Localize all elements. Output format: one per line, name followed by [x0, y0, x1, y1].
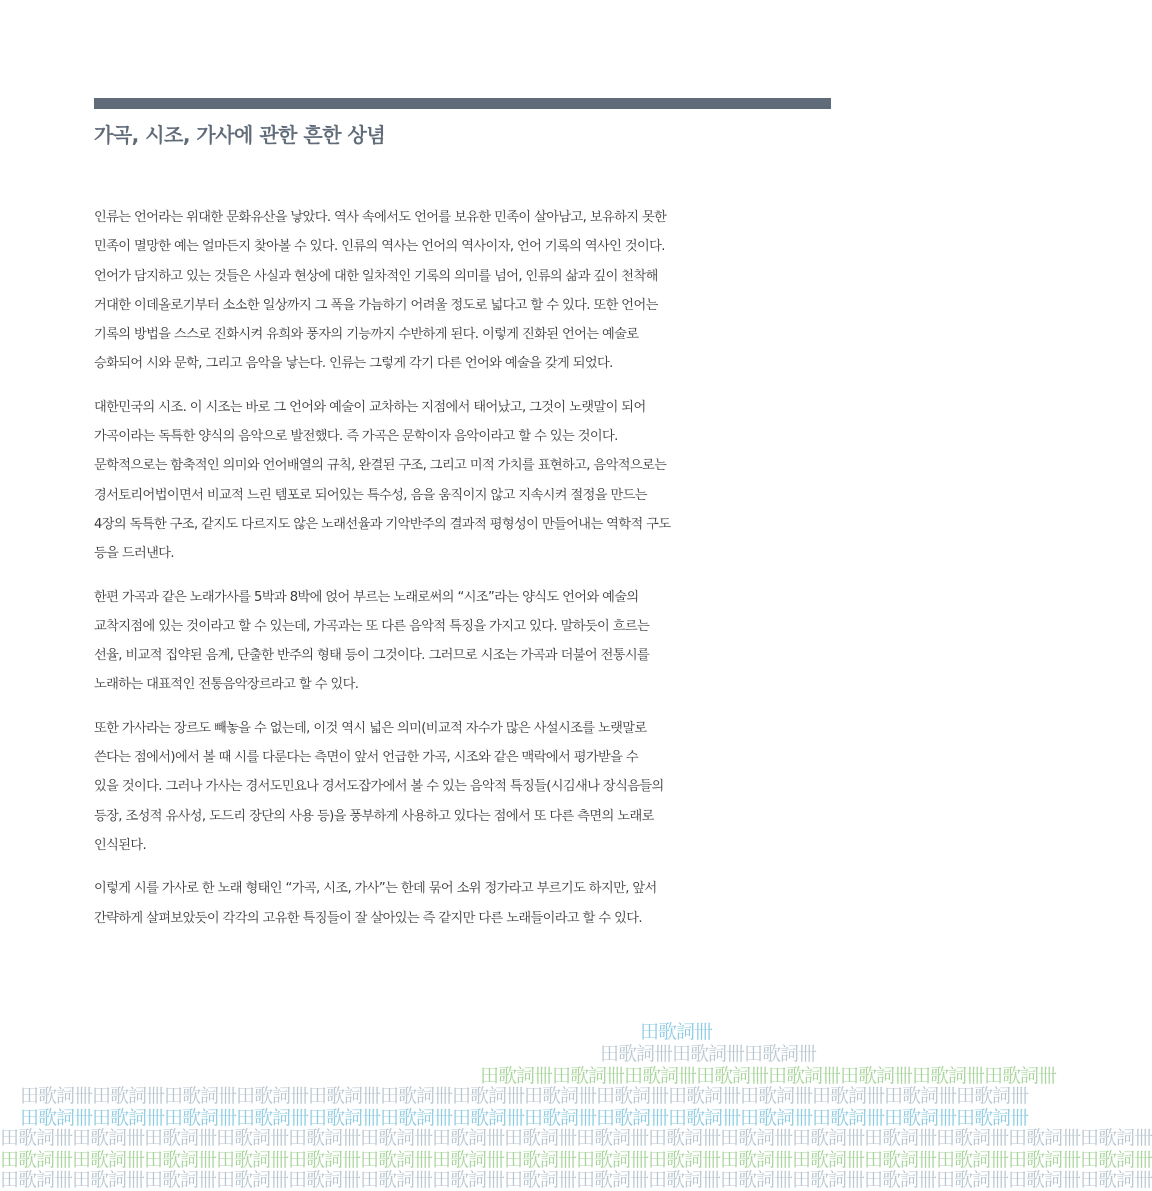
text-line: 승화되어 시와 문학, 그리고 음악을 낳는다. 인류는 그렇게 각기 다른 언어와 예술을 갖게 되었다.: [94, 356, 613, 372]
text-line: 등장, 조성적 유사성, 도드리 장단의 사용 등)을 풍부하게 사용하고 있다는 점에서 또 다른 측면의 노래로: [94, 808, 654, 824]
section-header-bar: [94, 98, 831, 109]
paragraph: [94, 714, 724, 860]
pattern-row: 田歌詞卌田歌詞卌田歌詞卌田歌詞卌田歌詞卌田歌詞卌田歌詞卌田歌詞卌田歌詞卌田歌詞卌田歌詞卌田歌詞卌田歌詞卌田歌詞卌田歌詞卌田歌詞卌: [0, 1127, 1152, 1149]
text-line: 선율, 비교적 집약된 음계, 단출한 반주의 형태 등이 그것이다. 그러므로 시조는 가곡과 더불어 전통시를: [94, 648, 650, 664]
text-line: 한편 가곡과 같은 노래가사를 5박과 8박에 얹어 부르는 노래로써의 “시조”라는 양식도 언어와 예술의: [94, 589, 639, 605]
paragraph: [94, 874, 724, 933]
text-line: 대한민국의 시조. 이 시조는 바로 그 언어와 예술이 교차하는 지점에서 태어났고, 그것이 노랫말이 되어: [94, 399, 646, 415]
text-line: 가곡이라는 독특한 양식의 음악으로 발전했다. 즉 가곡은 문학이자 음악이라고 할 수 있는 것이다.: [94, 429, 618, 445]
paragraph: [94, 203, 724, 379]
pattern-row: 田歌詞卌田歌詞卌田歌詞卌田歌詞卌田歌詞卌田歌詞卌田歌詞卌田歌詞卌田歌詞卌田歌詞卌田歌詞卌田歌詞卌田歌詞卌田歌詞卌田歌詞卌田歌詞卌: [0, 1149, 1152, 1171]
text-line: 교착지점에 있는 것이라고 할 수 있는데, 가곡과는 또 다른 음악적 특징을 가지고 있다. 말하듯이 흐르는: [94, 618, 650, 634]
text-line: 민족이 멸망한 예는 얼마든지 찾아볼 수 있다. 인류의 역사는 언어의 역사이자, 언어 기록의 역사인 것이다.: [94, 239, 665, 255]
text-line: 기록의 방법을 스스로 진화시켜 유희와 풍자의 기능까지 수반하게 된다. 이렇게 진화된 언어는 예술로: [94, 327, 639, 343]
text-line: 간략하게 살펴보았듯이 각각의 고유한 특징들이 잘 살아있는 즉 같지만 다른 노래들이라고 할 수 있다.: [94, 910, 642, 926]
text-line: 인식된다.: [94, 837, 147, 853]
pattern-row: 田歌詞卌田歌詞卌田歌詞卌田歌詞卌田歌詞卌田歌詞卌田歌詞卌田歌詞卌: [480, 1065, 1057, 1087]
pattern-row: 田歌詞卌田歌詞卌田歌詞卌: [600, 1043, 817, 1065]
text-line: 경서토리어법이면서 비교적 느린 템포로 되어있는 특수성, 음을 움직이지 않고 지속시켜 절정을 만드는: [94, 487, 647, 503]
paragraph: [94, 583, 724, 700]
pattern-row: 田歌詞卌田歌詞卌田歌詞卌田歌詞卌田歌詞卌田歌詞卌田歌詞卌田歌詞卌田歌詞卌田歌詞卌田歌詞卌田歌詞卌田歌詞卌田歌詞卌田歌詞卌田歌詞卌: [0, 1169, 1152, 1191]
text-line: 노래하는 대표적인 전통음악장르라고 할 수 있다.: [94, 677, 359, 693]
text-line: 등을 드러낸다.: [94, 546, 175, 562]
text-line: 있을 것이다. 그러나 가사는 경서도민요나 경서도잡가에서 볼 수 있는 음악적 특징들(시김새나 장식음들의: [94, 779, 664, 795]
text-line: 쓴다는 점에서)에서 볼 때 시를 다룬다는 측면이 앞서 언급한 가곡, 시조와 같은 맥락에서 평가받을 수: [94, 750, 638, 766]
text-line: 언어가 담지하고 있는 것들은 사실과 현상에 대한 일차적인 기록의 의미를 넘어, 인류의 삶과 깊이 천착해: [94, 268, 658, 284]
paragraph: [94, 393, 724, 569]
section-title: 가곡, 시조, 가사에 관한 흔한 상념: [94, 123, 386, 147]
text-line: 문학적으로는 함축적인 의미와 언어배열의 규칙, 완결된 구조, 그리고 미적 가치를 표현하고, 음악적으로는: [94, 458, 667, 474]
text-line: 4장의 독특한 구조, 같지도 다르지도 않은 노래선율과 기악반주의 결과적 평형성이 만들어내는 역학적 구도: [94, 516, 671, 532]
pattern-row: 田歌詞卌田歌詞卌田歌詞卌田歌詞卌田歌詞卌田歌詞卌田歌詞卌田歌詞卌田歌詞卌田歌詞卌田歌詞卌田歌詞卌田歌詞卌田歌詞卌: [20, 1085, 1029, 1107]
pattern-row: 田歌詞卌: [640, 1021, 713, 1043]
text-line: 또한 가사라는 장르도 빼놓을 수 없는데, 이것 역시 넓은 의미(비교적 자수가 많은 사설시조를 노랫말로: [94, 720, 647, 736]
text-line: 이렇게 시를 가사로 한 노래 형태인 “가곡, 시조, 가사”는 한데 묶어 소위 정가라고 부르기도 하지만, 앞서: [94, 881, 657, 897]
text-line: 거대한 이데올로기부터 소소한 일상까지 그 폭을 가늠하기 어려울 정도로 넓다고 할 수 있다. 또한 언어는: [94, 297, 658, 313]
article-body: [94, 203, 724, 947]
pattern-row: 田歌詞卌田歌詞卌田歌詞卌田歌詞卌田歌詞卌田歌詞卌田歌詞卌田歌詞卌田歌詞卌田歌詞卌田歌詞卌田歌詞卌田歌詞卌田歌詞卌: [20, 1107, 1029, 1129]
decorative-hanja-pattern: [0, 1021, 1152, 1191]
text-line: 인류는 언어라는 위대한 문화유산을 낳았다. 역사 속에서도 언어를 보유한 민족이 살아남고, 보유하지 못한: [94, 210, 667, 225]
